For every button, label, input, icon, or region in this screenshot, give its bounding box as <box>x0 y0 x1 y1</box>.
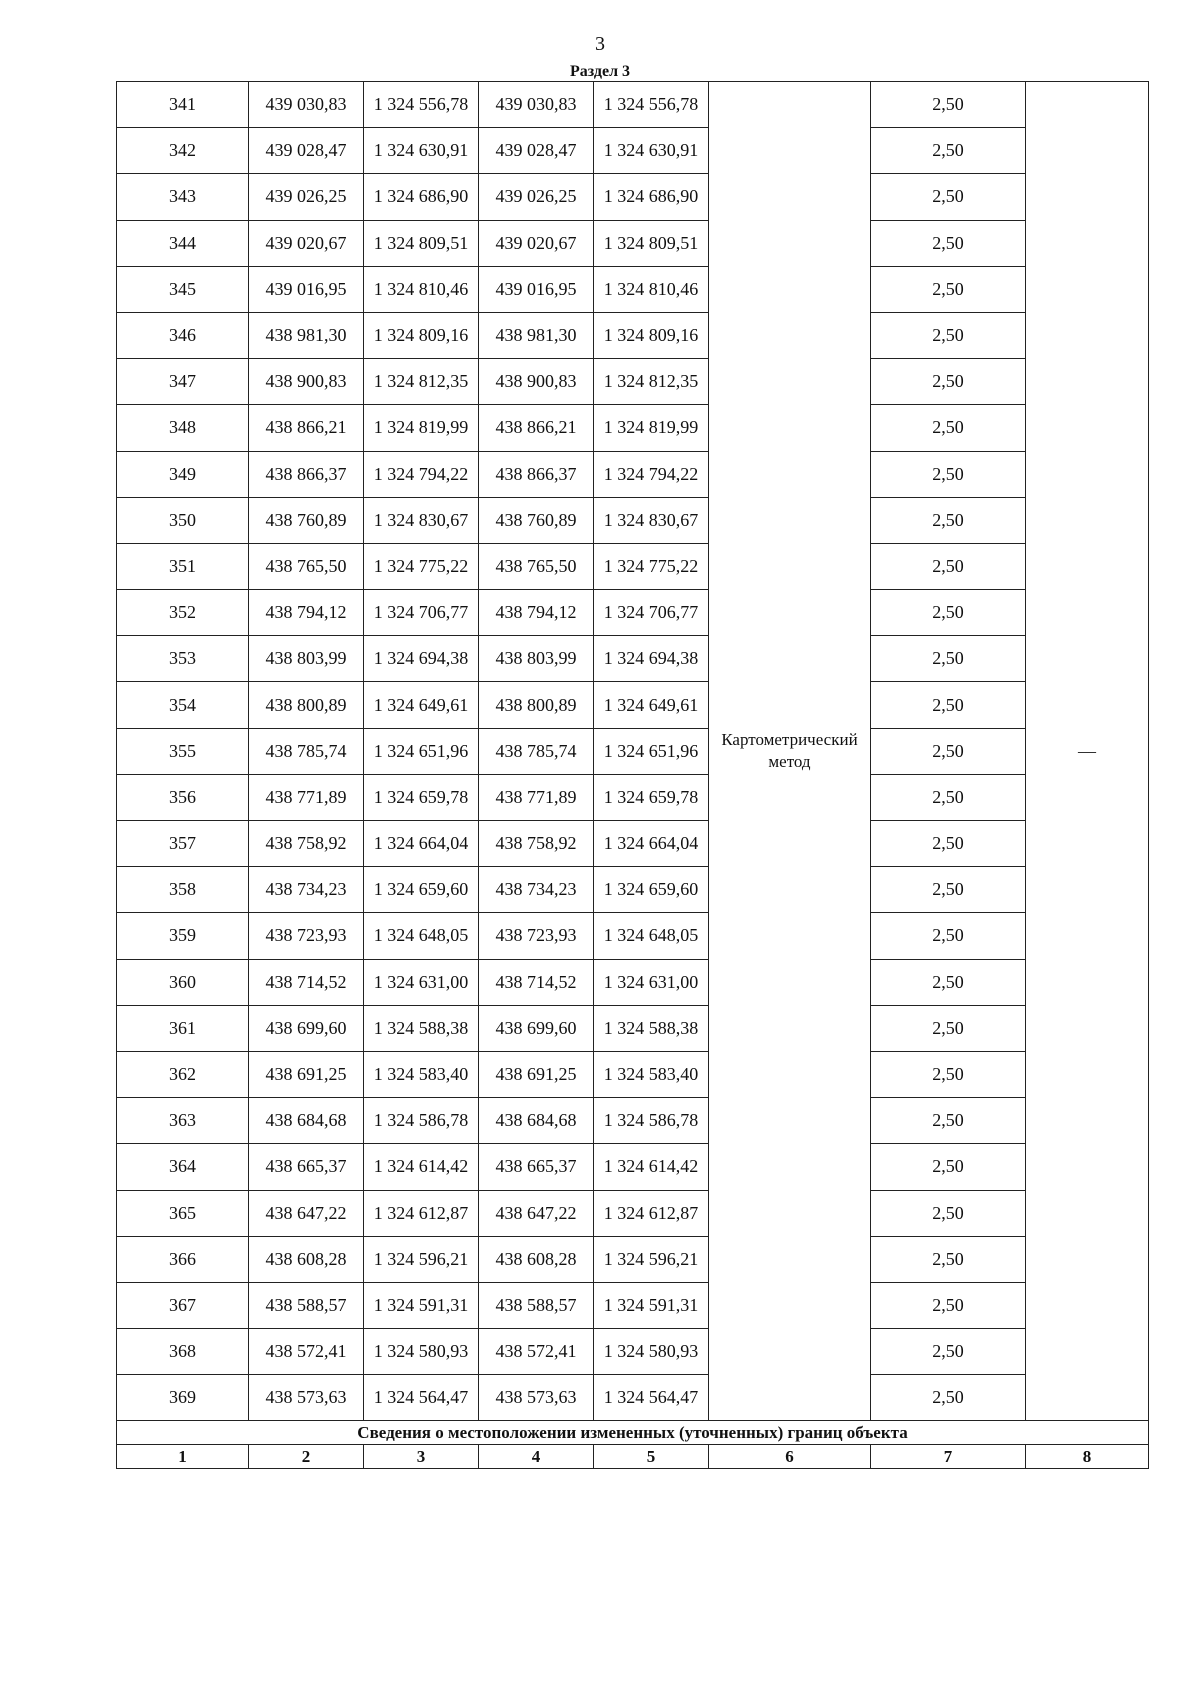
x-existing-cell: 438 803,99 <box>249 636 364 682</box>
x-refined-cell: 438 785,74 <box>479 728 594 774</box>
y-refined-cell: 1 324 651,96 <box>594 728 709 774</box>
point-number-cell: 366 <box>117 1236 249 1282</box>
x-refined-cell: 438 760,89 <box>479 497 594 543</box>
y-refined-cell: 1 324 588,38 <box>594 1005 709 1051</box>
x-existing-cell: 438 691,25 <box>249 1051 364 1097</box>
y-existing-cell: 1 324 631,00 <box>364 959 479 1005</box>
x-refined-cell: 438 573,63 <box>479 1375 594 1421</box>
page-number: 3 <box>595 33 605 55</box>
accuracy-cell: 2,50 <box>871 266 1026 312</box>
table-row <box>117 359 1149 405</box>
y-refined-cell: 1 324 812,35 <box>594 359 709 405</box>
accuracy-cell: 2,50 <box>871 636 1026 682</box>
y-existing-cell: 1 324 794,22 <box>364 451 479 497</box>
point-number-cell: 361 <box>117 1005 249 1051</box>
y-existing-cell: 1 324 686,90 <box>364 174 479 220</box>
y-existing-cell: 1 324 819,99 <box>364 405 479 451</box>
y-refined-cell: 1 324 580,93 <box>594 1329 709 1375</box>
accuracy-cell: 2,50 <box>871 1098 1026 1144</box>
table-row <box>117 1144 1149 1190</box>
x-refined-cell: 438 803,99 <box>479 636 594 682</box>
point-number-cell: 364 <box>117 1144 249 1190</box>
x-existing-cell: 438 665,37 <box>249 1144 364 1190</box>
y-existing-cell: 1 324 659,60 <box>364 867 479 913</box>
x-existing-cell: 439 020,67 <box>249 220 364 266</box>
y-refined-cell: 1 324 809,51 <box>594 220 709 266</box>
table-row <box>117 1329 1149 1375</box>
point-number-cell: 367 <box>117 1282 249 1328</box>
table-row <box>117 913 1149 959</box>
point-number-cell: 356 <box>117 774 249 820</box>
column-number-cell: 4 <box>479 1445 594 1469</box>
x-refined-cell: 439 020,67 <box>479 220 594 266</box>
x-existing-cell: 438 573,63 <box>249 1375 364 1421</box>
point-number-cell: 355 <box>117 728 249 774</box>
accuracy-cell: 2,50 <box>871 1375 1026 1421</box>
accuracy-cell: 2,50 <box>871 451 1026 497</box>
column-number-cell: 2 <box>249 1445 364 1469</box>
table-row <box>117 1051 1149 1097</box>
point-number-cell: 352 <box>117 590 249 636</box>
point-number-cell: 343 <box>117 174 249 220</box>
point-number-cell: 365 <box>117 1190 249 1236</box>
y-refined-cell: 1 324 694,38 <box>594 636 709 682</box>
x-refined-cell: 438 723,93 <box>479 913 594 959</box>
point-number-cell: 349 <box>117 451 249 497</box>
x-existing-cell: 438 572,41 <box>249 1329 364 1375</box>
x-refined-cell: 439 030,83 <box>479 82 594 128</box>
section-title: Раздел 3 <box>569 63 631 80</box>
x-existing-cell: 438 723,93 <box>249 913 364 959</box>
y-existing-cell: 1 324 648,05 <box>364 913 479 959</box>
x-refined-cell: 438 794,12 <box>479 590 594 636</box>
x-existing-cell: 438 794,12 <box>249 590 364 636</box>
accuracy-cell: 2,50 <box>871 1329 1026 1375</box>
x-existing-cell: 438 758,92 <box>249 821 364 867</box>
accuracy-cell: 2,50 <box>871 590 1026 636</box>
x-existing-cell: 438 765,50 <box>249 543 364 589</box>
table-row <box>117 774 1149 820</box>
accuracy-cell: 2,50 <box>871 821 1026 867</box>
column-number-cell: 7 <box>871 1445 1026 1469</box>
y-existing-cell: 1 324 706,77 <box>364 590 479 636</box>
accuracy-cell: 2,50 <box>871 497 1026 543</box>
accuracy-cell: 2,50 <box>871 1282 1026 1328</box>
point-number-cell: 353 <box>117 636 249 682</box>
x-refined-cell: 438 684,68 <box>479 1098 594 1144</box>
accuracy-cell: 2,50 <box>871 728 1026 774</box>
y-existing-cell: 1 324 649,61 <box>364 682 479 728</box>
point-number-cell: 345 <box>117 266 249 312</box>
x-refined-cell: 438 866,21 <box>479 405 594 451</box>
point-number-cell: 350 <box>117 497 249 543</box>
caption-row <box>117 1421 1149 1445</box>
accuracy-cell: 2,50 <box>871 1190 1026 1236</box>
point-number-cell: 359 <box>117 913 249 959</box>
table-row <box>117 636 1149 682</box>
x-existing-cell: 438 734,23 <box>249 867 364 913</box>
x-refined-cell: 439 016,95 <box>479 266 594 312</box>
accuracy-cell: 2,50 <box>871 82 1026 128</box>
y-existing-cell: 1 324 588,38 <box>364 1005 479 1051</box>
x-existing-cell: 439 030,83 <box>249 82 364 128</box>
y-existing-cell: 1 324 694,38 <box>364 636 479 682</box>
y-existing-cell: 1 324 775,22 <box>364 543 479 589</box>
accuracy-cell: 2,50 <box>871 220 1026 266</box>
point-number-cell: 347 <box>117 359 249 405</box>
point-number-cell: 360 <box>117 959 249 1005</box>
y-refined-cell: 1 324 775,22 <box>594 543 709 589</box>
table-row <box>117 220 1149 266</box>
table-caption: Сведения о местоположении измененных (уточненных) границ объекта <box>117 1421 1149 1445</box>
point-number-cell: 363 <box>117 1098 249 1144</box>
y-existing-cell: 1 324 810,46 <box>364 266 479 312</box>
column-number-cell: 1 <box>117 1445 249 1469</box>
table-row <box>117 590 1149 636</box>
x-refined-cell: 438 734,23 <box>479 867 594 913</box>
y-refined-cell: 1 324 664,04 <box>594 821 709 867</box>
accuracy-cell: 2,50 <box>871 1051 1026 1097</box>
x-refined-cell: 438 647,22 <box>479 1190 594 1236</box>
x-refined-cell: 438 771,89 <box>479 774 594 820</box>
accuracy-cell: 2,50 <box>871 359 1026 405</box>
point-number-cell: 342 <box>117 128 249 174</box>
table-row <box>117 1236 1149 1282</box>
y-refined-cell: 1 324 630,91 <box>594 128 709 174</box>
y-refined-cell: 1 324 659,78 <box>594 774 709 820</box>
accuracy-cell: 2,50 <box>871 913 1026 959</box>
x-existing-cell: 438 866,37 <box>249 451 364 497</box>
y-refined-cell: 1 324 648,05 <box>594 913 709 959</box>
point-number-cell: 358 <box>117 867 249 913</box>
y-refined-cell: 1 324 686,90 <box>594 174 709 220</box>
accuracy-cell: 2,50 <box>871 774 1026 820</box>
column-numbers-row <box>117 1445 1149 1469</box>
method-cell: Картометрический метод <box>709 82 871 1421</box>
x-existing-cell: 438 785,74 <box>249 728 364 774</box>
y-refined-cell: 1 324 564,47 <box>594 1375 709 1421</box>
x-refined-cell: 438 608,28 <box>479 1236 594 1282</box>
y-refined-cell: 1 324 706,77 <box>594 590 709 636</box>
point-number-cell: 354 <box>117 682 249 728</box>
x-existing-cell: 438 981,30 <box>249 312 364 358</box>
point-number-cell: 341 <box>117 82 249 128</box>
accuracy-cell: 2,50 <box>871 1144 1026 1190</box>
x-refined-cell: 438 866,37 <box>479 451 594 497</box>
table-row <box>117 1190 1149 1236</box>
y-existing-cell: 1 324 556,78 <box>364 82 479 128</box>
y-existing-cell: 1 324 583,40 <box>364 1051 479 1097</box>
accuracy-cell: 2,50 <box>871 1005 1026 1051</box>
point-number-cell: 362 <box>117 1051 249 1097</box>
point-number-cell: 346 <box>117 312 249 358</box>
x-existing-cell: 438 647,22 <box>249 1190 364 1236</box>
table-row <box>117 1375 1149 1421</box>
x-existing-cell: 438 714,52 <box>249 959 364 1005</box>
x-refined-cell: 438 900,83 <box>479 359 594 405</box>
y-refined-cell: 1 324 583,40 <box>594 1051 709 1097</box>
table-row <box>117 451 1149 497</box>
y-existing-cell: 1 324 812,35 <box>364 359 479 405</box>
y-refined-cell: 1 324 614,42 <box>594 1144 709 1190</box>
y-refined-cell: 1 324 810,46 <box>594 266 709 312</box>
accuracy-cell: 2,50 <box>871 405 1026 451</box>
x-refined-cell: 439 026,25 <box>479 174 594 220</box>
x-refined-cell: 438 714,52 <box>479 959 594 1005</box>
point-number-cell: 369 <box>117 1375 249 1421</box>
y-refined-cell: 1 324 659,60 <box>594 867 709 913</box>
accuracy-cell: 2,50 <box>871 1236 1026 1282</box>
table-body <box>117 82 1149 1469</box>
table-row <box>117 174 1149 220</box>
table-row <box>117 266 1149 312</box>
x-existing-cell: 439 026,25 <box>249 174 364 220</box>
x-refined-cell: 438 665,37 <box>479 1144 594 1190</box>
table-row <box>117 1005 1149 1051</box>
x-existing-cell: 438 760,89 <box>249 497 364 543</box>
x-refined-cell: 438 981,30 <box>479 312 594 358</box>
table-row <box>117 867 1149 913</box>
x-existing-cell: 438 684,68 <box>249 1098 364 1144</box>
y-refined-cell: 1 324 631,00 <box>594 959 709 1005</box>
x-refined-cell: 438 699,60 <box>479 1005 594 1051</box>
y-existing-cell: 1 324 664,04 <box>364 821 479 867</box>
column-number-cell: 5 <box>594 1445 709 1469</box>
x-existing-cell: 438 771,89 <box>249 774 364 820</box>
column-number-cell: 6 <box>709 1445 871 1469</box>
y-refined-cell: 1 324 612,87 <box>594 1190 709 1236</box>
y-refined-cell: 1 324 794,22 <box>594 451 709 497</box>
note-cell: — <box>1026 82 1149 1421</box>
table-row <box>117 682 1149 728</box>
accuracy-cell: 2,50 <box>871 312 1026 358</box>
table-row <box>117 128 1149 174</box>
table-row <box>117 821 1149 867</box>
point-number-cell: 357 <box>117 821 249 867</box>
x-existing-cell: 438 800,89 <box>249 682 364 728</box>
table-row <box>117 543 1149 589</box>
x-existing-cell: 439 028,47 <box>249 128 364 174</box>
coordinates-table <box>116 81 1149 1469</box>
table-row <box>117 405 1149 451</box>
accuracy-cell: 2,50 <box>871 543 1026 589</box>
x-refined-cell: 438 588,57 <box>479 1282 594 1328</box>
y-refined-cell: 1 324 819,99 <box>594 405 709 451</box>
table-row <box>117 1282 1149 1328</box>
accuracy-cell: 2,50 <box>871 128 1026 174</box>
y-refined-cell: 1 324 591,31 <box>594 1282 709 1328</box>
table-row <box>117 82 1149 128</box>
y-refined-cell: 1 324 556,78 <box>594 82 709 128</box>
y-existing-cell: 1 324 586,78 <box>364 1098 479 1144</box>
x-existing-cell: 438 866,21 <box>249 405 364 451</box>
x-refined-cell: 438 691,25 <box>479 1051 594 1097</box>
y-existing-cell: 1 324 612,87 <box>364 1190 479 1236</box>
table-row <box>117 312 1149 358</box>
x-existing-cell: 438 900,83 <box>249 359 364 405</box>
point-number-cell: 348 <box>117 405 249 451</box>
table-row <box>117 959 1149 1005</box>
table-row <box>117 728 1149 774</box>
point-number-cell: 368 <box>117 1329 249 1375</box>
y-existing-cell: 1 324 596,21 <box>364 1236 479 1282</box>
table-row <box>117 1098 1149 1144</box>
y-existing-cell: 1 324 591,31 <box>364 1282 479 1328</box>
column-number-cell: 8 <box>1026 1445 1149 1469</box>
y-refined-cell: 1 324 809,16 <box>594 312 709 358</box>
x-refined-cell: 438 758,92 <box>479 821 594 867</box>
x-existing-cell: 438 588,57 <box>249 1282 364 1328</box>
x-existing-cell: 439 016,95 <box>249 266 364 312</box>
point-number-cell: 344 <box>117 220 249 266</box>
y-existing-cell: 1 324 564,47 <box>364 1375 479 1421</box>
accuracy-cell: 2,50 <box>871 959 1026 1005</box>
y-refined-cell: 1 324 586,78 <box>594 1098 709 1144</box>
accuracy-cell: 2,50 <box>871 867 1026 913</box>
y-existing-cell: 1 324 580,93 <box>364 1329 479 1375</box>
y-existing-cell: 1 324 809,16 <box>364 312 479 358</box>
x-refined-cell: 439 028,47 <box>479 128 594 174</box>
y-refined-cell: 1 324 830,67 <box>594 497 709 543</box>
accuracy-cell: 2,50 <box>871 682 1026 728</box>
y-existing-cell: 1 324 659,78 <box>364 774 479 820</box>
y-existing-cell: 1 324 830,67 <box>364 497 479 543</box>
y-refined-cell: 1 324 649,61 <box>594 682 709 728</box>
x-existing-cell: 438 699,60 <box>249 1005 364 1051</box>
y-existing-cell: 1 324 614,42 <box>364 1144 479 1190</box>
y-existing-cell: 1 324 809,51 <box>364 220 479 266</box>
table-row <box>117 497 1149 543</box>
point-number-cell: 351 <box>117 543 249 589</box>
x-existing-cell: 438 608,28 <box>249 1236 364 1282</box>
x-refined-cell: 438 800,89 <box>479 682 594 728</box>
column-number-cell: 3 <box>364 1445 479 1469</box>
x-refined-cell: 438 572,41 <box>479 1329 594 1375</box>
x-refined-cell: 438 765,50 <box>479 543 594 589</box>
accuracy-cell: 2,50 <box>871 174 1026 220</box>
y-existing-cell: 1 324 630,91 <box>364 128 479 174</box>
y-refined-cell: 1 324 596,21 <box>594 1236 709 1282</box>
y-existing-cell: 1 324 651,96 <box>364 728 479 774</box>
